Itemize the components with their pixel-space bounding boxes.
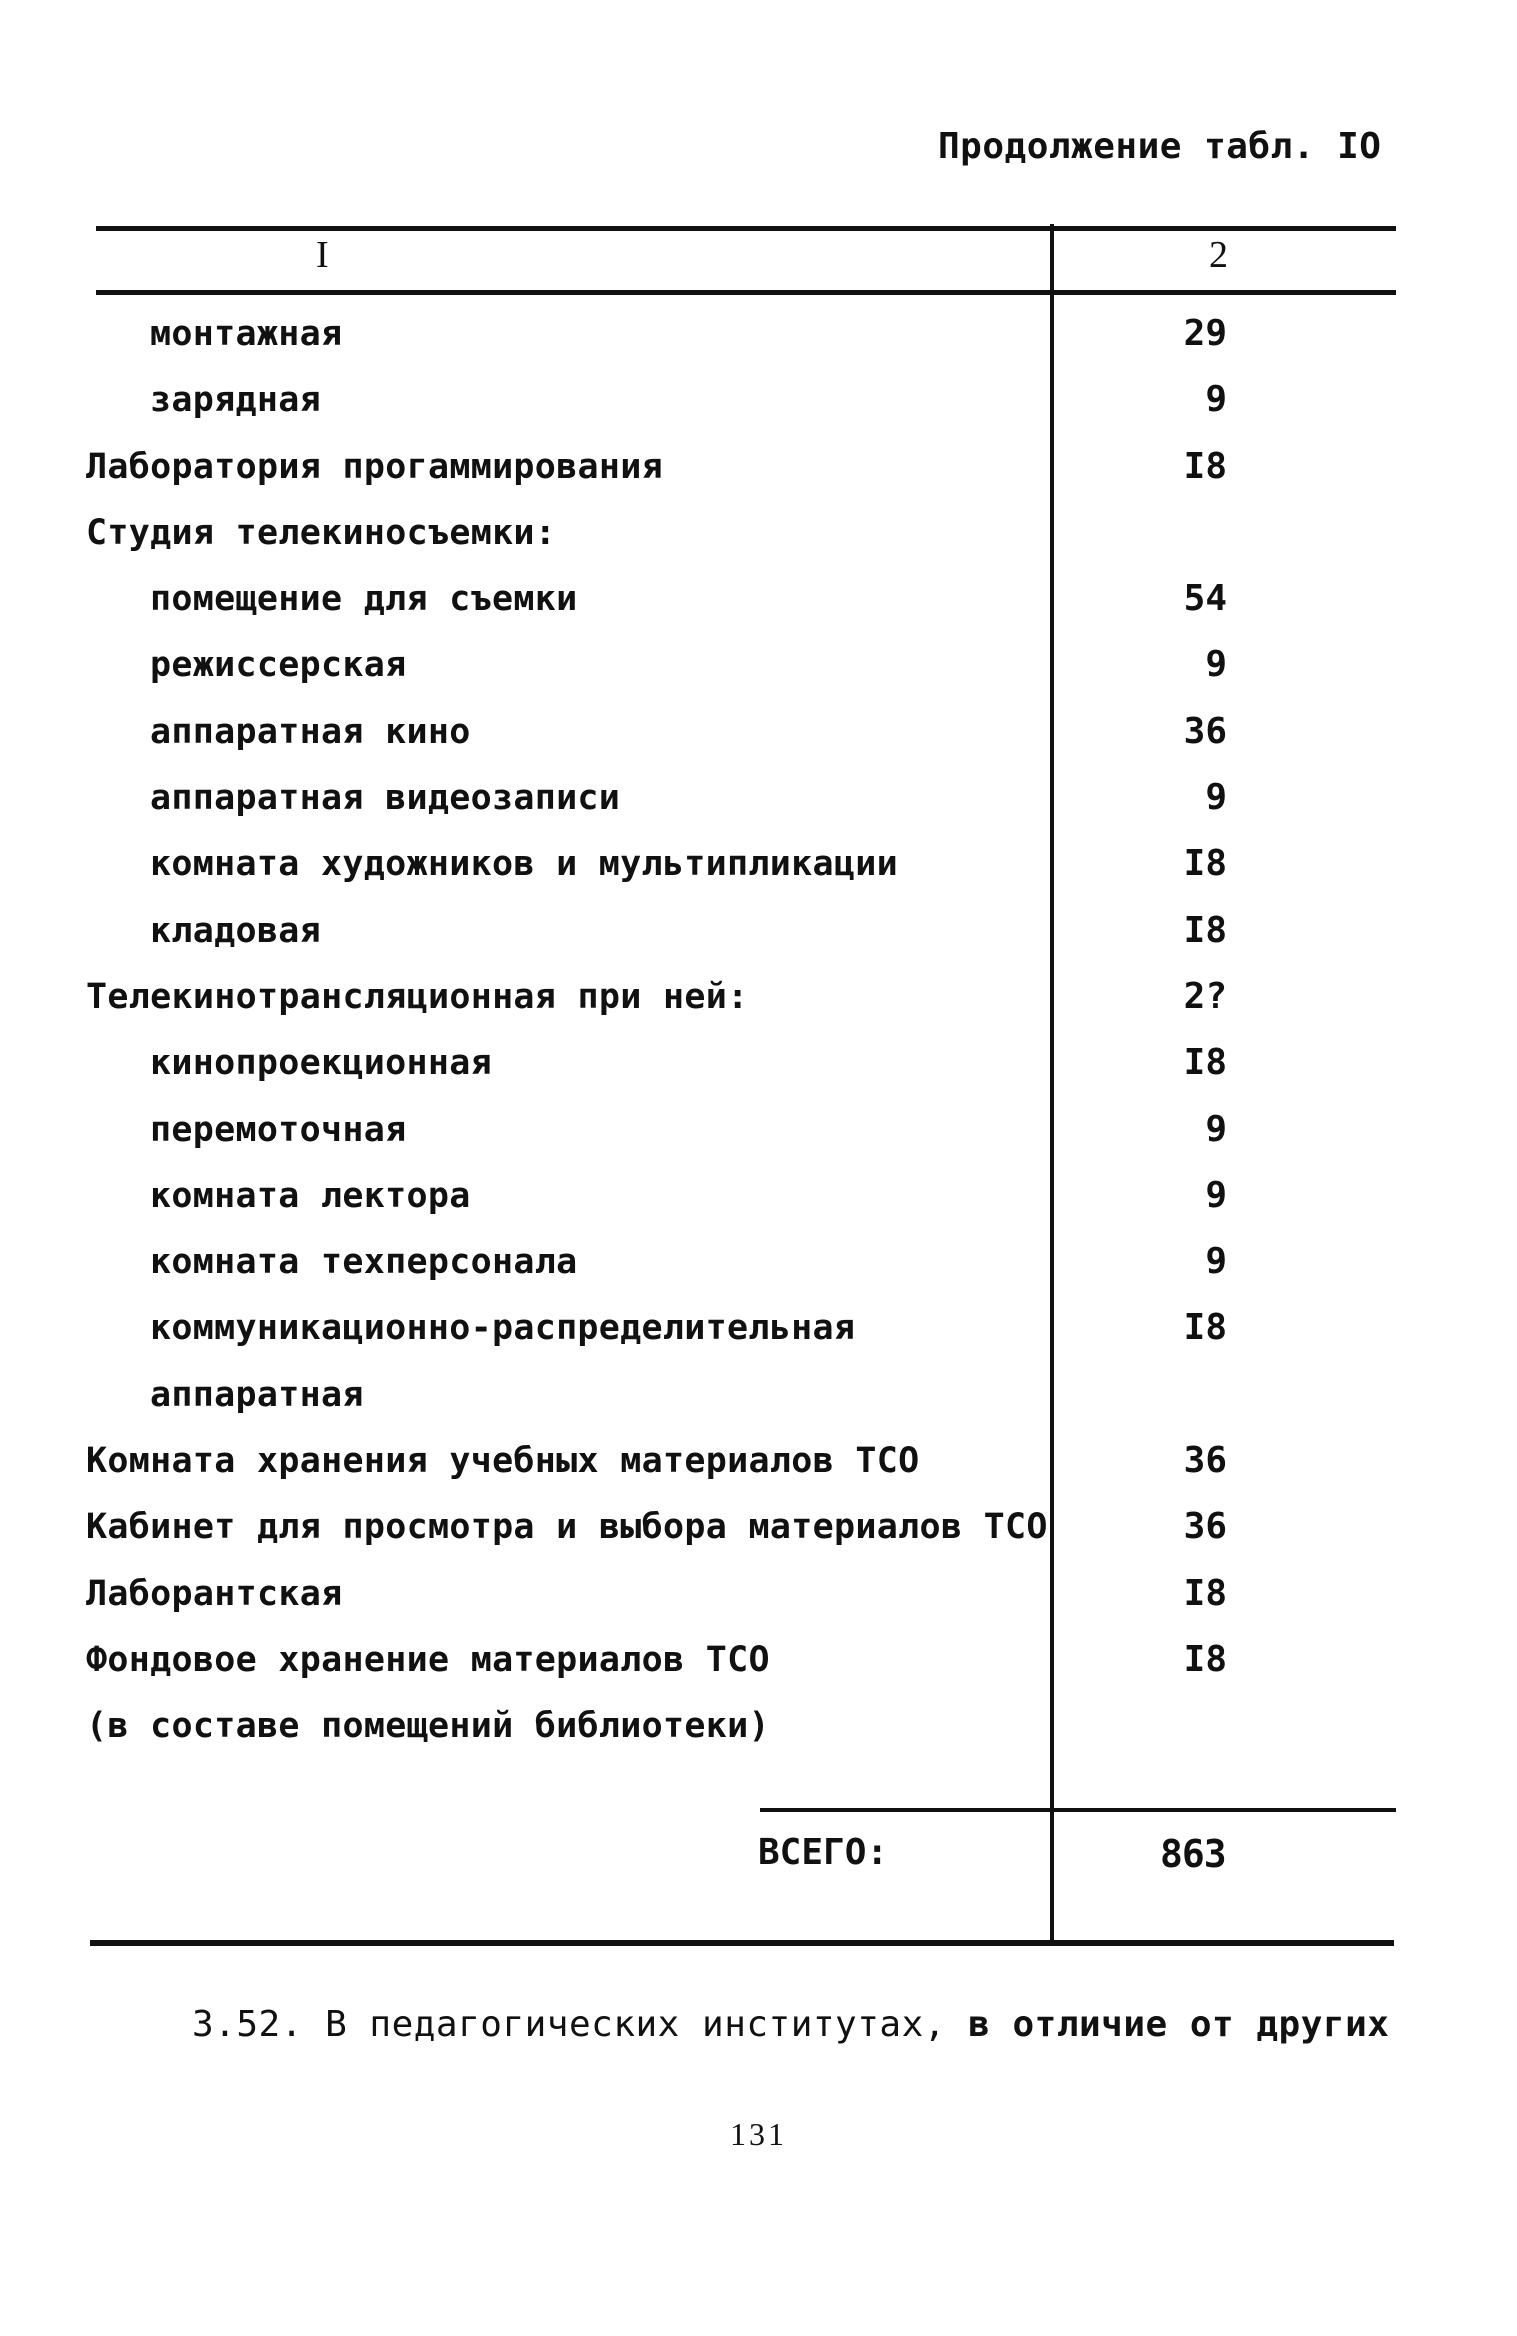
row-name: Фондовое хранение материалов ТСО: [86, 1639, 770, 1680]
row-name: режиссерская: [150, 645, 407, 686]
row-value: I8: [1183, 1572, 1227, 1614]
table-row: [0, 378, 1517, 444]
paragraph-text-bold: в отличие от других: [968, 2004, 1390, 2045]
table-row: [0, 975, 1517, 1041]
row-value: 2?: [1183, 975, 1227, 1017]
table-row: [0, 1240, 1517, 1306]
row-name: аппаратная: [150, 1374, 364, 1415]
header-bottom-rule: [96, 290, 1396, 295]
table-row: [0, 445, 1517, 511]
row-value: 36: [1183, 1506, 1227, 1548]
table-body: [0, 312, 1517, 1771]
row-value: I8: [1183, 1638, 1227, 1680]
row-name: Лаборатория прогаммирования: [86, 446, 664, 487]
row-name: зарядная: [150, 380, 321, 421]
table-row: [0, 1306, 1517, 1372]
row-name: перемоточная: [150, 1109, 407, 1150]
row-name: аппаратная видеозаписи: [150, 778, 621, 819]
column-header-1: I: [316, 234, 329, 276]
table-row: [0, 1373, 1517, 1439]
column-header-2: 2: [1209, 234, 1228, 276]
row-name: Лаборантская: [86, 1573, 343, 1614]
table-row: [0, 1638, 1517, 1704]
table-row: [0, 776, 1517, 842]
row-name: Кабинет для просмотра и выбора материалов ТСО: [86, 1507, 1048, 1548]
total-value: 863: [1160, 1832, 1226, 1876]
row-name: комната художников и мультипликации: [150, 844, 899, 885]
paragraph-number: 3.52.: [192, 2004, 303, 2045]
table-row: [0, 511, 1517, 577]
total-top-rule: [760, 1808, 1396, 1812]
table-row: [0, 1108, 1517, 1174]
table-top-rule: [96, 226, 1396, 231]
table-row: [0, 1704, 1517, 1770]
row-value: 9: [1205, 1241, 1227, 1283]
row-name: аппаратная кино: [150, 711, 471, 752]
row-name: кладовая: [150, 910, 321, 951]
table-row: [0, 710, 1517, 776]
row-name: монтажная: [150, 314, 343, 354]
table-row: [0, 909, 1517, 975]
table-caption: Продолжение табл. IO: [938, 126, 1382, 167]
row-value: I8: [1183, 1307, 1227, 1349]
row-name: Студия телекиносъемки:: [86, 512, 557, 553]
row-name: кинопроекционная: [150, 1043, 492, 1084]
table-row: [0, 842, 1517, 908]
table-row: [0, 312, 1517, 378]
table-row: [0, 1572, 1517, 1638]
row-name: комната лектора: [150, 1175, 471, 1216]
row-name: комната техперсонала: [150, 1242, 578, 1283]
paragraph-text: В педагогических институтах,: [325, 2004, 946, 2045]
row-value: 9: [1205, 379, 1227, 421]
row-name: коммуникационно-распределительная: [150, 1308, 856, 1349]
row-value: 29: [1183, 313, 1227, 354]
paragraph-start: [192, 2004, 1389, 2045]
row-value: 36: [1183, 1440, 1227, 1482]
row-value: I8: [1183, 445, 1227, 487]
row-value: 9: [1205, 1108, 1227, 1150]
row-name: Комната хранения учебных материалов ТСО: [86, 1441, 920, 1482]
row-value: 54: [1183, 578, 1227, 620]
page-number: 131: [730, 2116, 787, 2152]
table-row: [0, 577, 1517, 643]
table-row: [0, 643, 1517, 709]
row-name: Телекинотрансляционная при ней:: [86, 976, 749, 1017]
row-name: помещение для съемки: [150, 579, 578, 620]
table-row: [0, 1041, 1517, 1107]
total-label: ВСЕГО:: [758, 1832, 889, 1873]
row-value: I8: [1183, 1042, 1227, 1084]
table-row: [0, 1439, 1517, 1505]
row-value: 9: [1205, 644, 1227, 686]
row-value: I8: [1183, 909, 1227, 951]
row-value: I8: [1183, 843, 1227, 885]
table-row: [0, 1174, 1517, 1240]
row-value: 9: [1205, 777, 1227, 819]
table-bottom-rule: [90, 1940, 1394, 1946]
row-value: 9: [1205, 1174, 1227, 1216]
table-row: [0, 1505, 1517, 1571]
row-value: 36: [1183, 710, 1227, 752]
row-name: (в составе помещений библиотеки): [86, 1706, 770, 1747]
